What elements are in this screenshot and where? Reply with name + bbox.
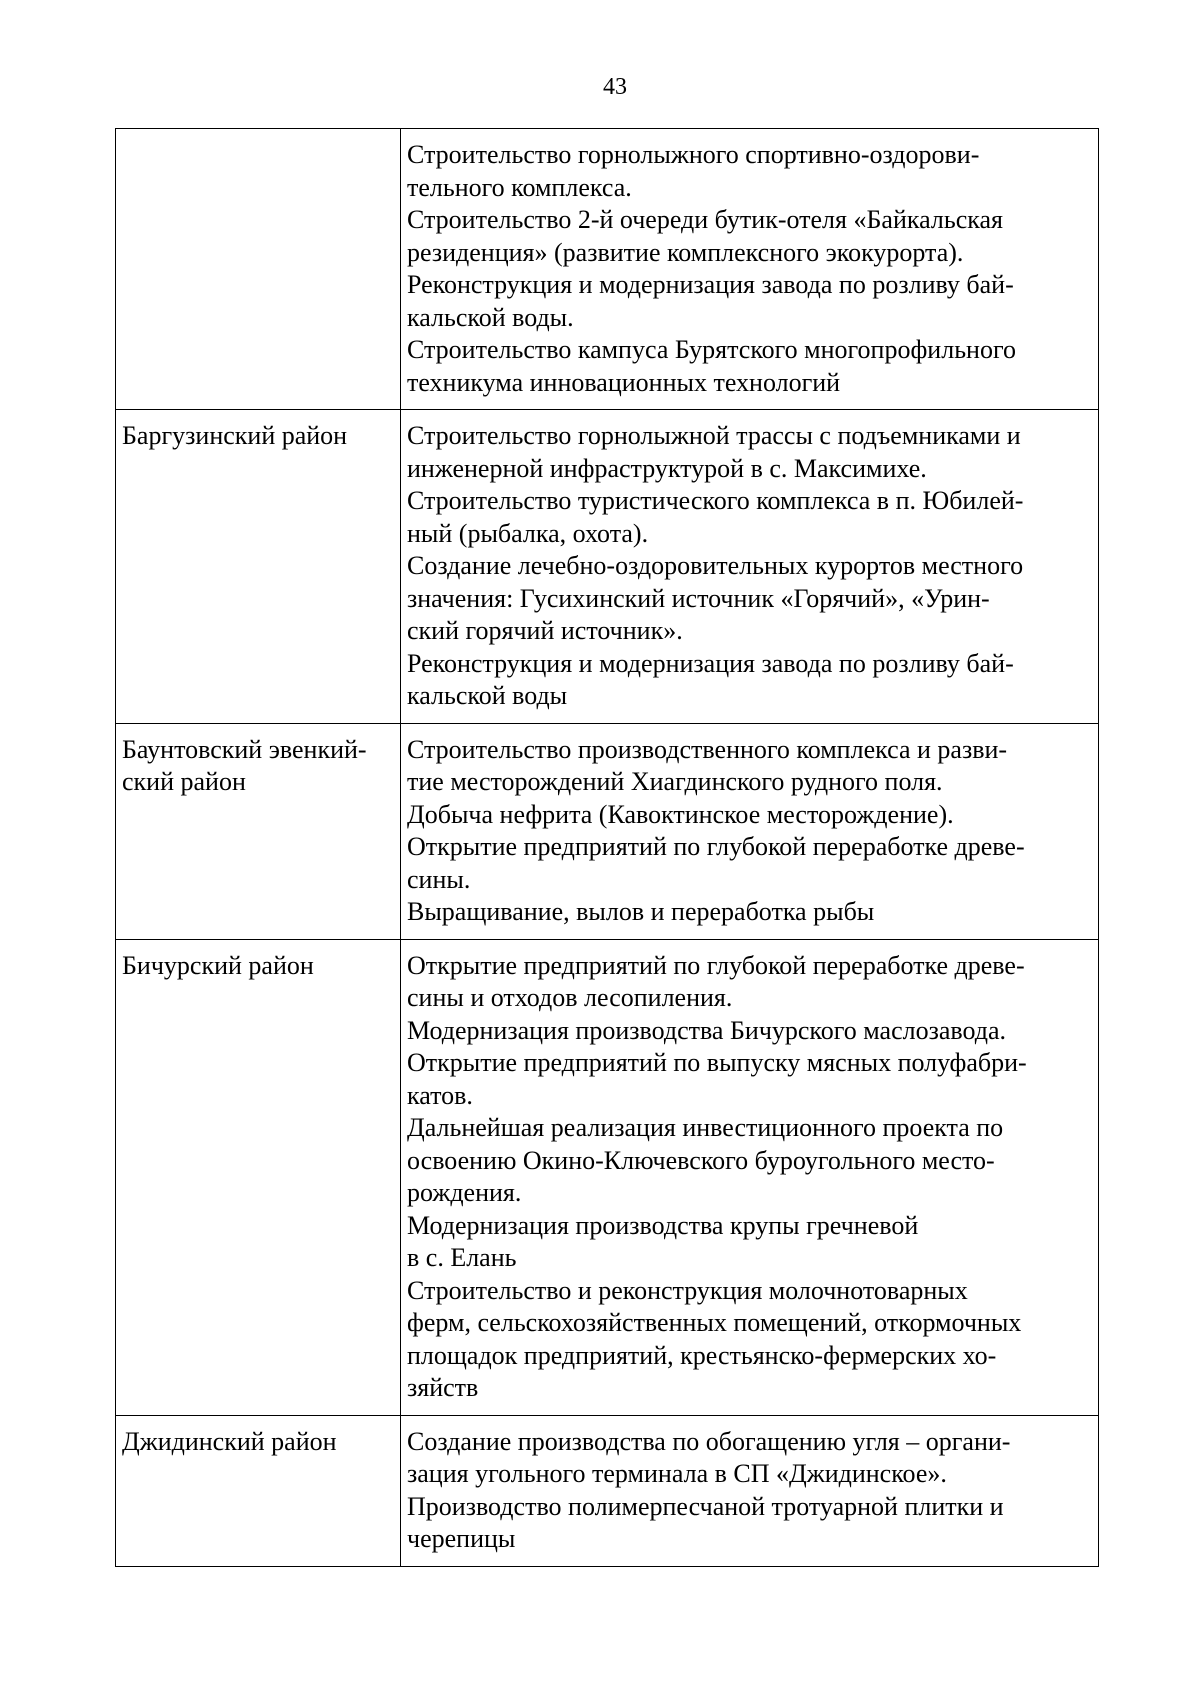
project-line: в с. Елань xyxy=(407,1243,517,1272)
project-line: ский горячий источник». xyxy=(407,616,683,645)
project-line: рождения. xyxy=(407,1178,522,1207)
district-cell xyxy=(116,1415,401,1566)
project-line: Добыча нефрита (Кавоктинское месторождение). xyxy=(407,799,954,829)
project-line: черепицы xyxy=(407,1524,516,1553)
table-row xyxy=(116,129,1099,410)
district-cell xyxy=(116,410,401,724)
district-name: Баргузинский район xyxy=(122,421,348,450)
project-line: резиденция» (развитие комплексного экокурорта). xyxy=(407,237,964,267)
project-line: Производство полимерпесчаной тротуарной плитки и xyxy=(407,1491,1004,1521)
projects-table xyxy=(115,128,1099,1567)
projects-cell xyxy=(401,939,1099,1415)
project-line: Строительство туристического комплекса в п. Юбилей- xyxy=(407,486,1024,515)
project-line: катов. xyxy=(407,1080,473,1110)
project-line: освоению Окино-Ключевского буроугольного место- xyxy=(407,1145,995,1175)
district-cell xyxy=(116,129,401,410)
project-line: Строительство 2-й очереди бутик-отеля «Байкальская xyxy=(407,205,1003,234)
project-line: кальской воды xyxy=(407,681,568,710)
project-line: Открытие предприятий по выпуску мясных полуфабри- xyxy=(407,1048,1027,1077)
table-row xyxy=(116,939,1099,1415)
page-number: 43 xyxy=(603,74,627,100)
project-line: тие месторождений Хиагдинского рудного поля. xyxy=(407,767,943,796)
project-line: сины и отходов лесопиления. xyxy=(407,983,733,1012)
project-line: Модернизация производства крупы гречневой xyxy=(407,1210,919,1240)
project-line: Открытие предприятий по глубокой переработке древе- xyxy=(407,832,1025,861)
project-line: Модернизация производства Бичурского маслозавода. xyxy=(407,1015,1007,1045)
project-line: кальской воды. xyxy=(407,302,574,332)
projects-cell xyxy=(401,723,1099,939)
project-line: Строительство и реконструкция молочнотоварных xyxy=(407,1275,968,1305)
district-cell xyxy=(116,939,401,1415)
projects-cell xyxy=(401,1415,1099,1566)
project-line: площадок предприятий, крестьянско-фермерских хо- xyxy=(407,1340,997,1370)
district-name-line: Баунтовский эвенкий- xyxy=(122,734,367,764)
table-row xyxy=(116,723,1099,939)
district-name-line: ский район xyxy=(122,767,246,796)
project-line: Реконструкция и модернизация завода по розливу бай- xyxy=(407,648,1014,678)
project-line: ферм, сельскохозяйственных помещений, откормочных xyxy=(407,1308,1022,1337)
project-line: ный (рыбалка, охота). xyxy=(407,518,649,548)
project-line: инженерной инфраструктурой в с. Максимихе. xyxy=(407,453,927,483)
district-name: Джидинский район xyxy=(122,1426,337,1456)
projects-cell xyxy=(401,129,1099,410)
table-row xyxy=(116,410,1099,724)
project-line: Открытие предприятий по глубокой переработке древе- xyxy=(407,950,1025,980)
project-line: техникума инновационных технологий xyxy=(407,367,841,397)
project-line: значения: Гусихинский источник «Горячий», «Урин- xyxy=(407,583,990,613)
project-line: Строительство горнолыжного спортивно-оздорови- xyxy=(407,140,980,169)
project-line: сины. xyxy=(407,864,471,894)
project-line: Строительство производственного комплекса и разви- xyxy=(407,734,1008,764)
project-line: Строительство горнолыжной трассы с подъемниками и xyxy=(407,421,1021,450)
project-line: зация угольного терминала в СП «Джидинское». xyxy=(407,1459,947,1488)
project-line: Создание производства по обогащению угля – органи- xyxy=(407,1426,1011,1456)
district-name: Бичурский район xyxy=(122,950,314,980)
project-line: Реконструкция и модернизация завода по розливу бай- xyxy=(407,270,1014,299)
project-line: Выращивание, вылов и переработка рыбы xyxy=(407,897,875,926)
project-line: Строительство кампуса Бурятского многопрофильного xyxy=(407,335,1016,364)
project-line: Создание лечебно-оздоровительных курортов местного xyxy=(407,551,1024,580)
projects-cell xyxy=(401,410,1099,724)
district-cell xyxy=(116,723,401,939)
table-row xyxy=(116,1415,1099,1566)
project-line: зяйств xyxy=(407,1373,479,1402)
project-line: тельного комплекса. xyxy=(407,172,632,202)
project-line: Дальнейшая реализация инвестиционного проекта по xyxy=(407,1113,1004,1142)
